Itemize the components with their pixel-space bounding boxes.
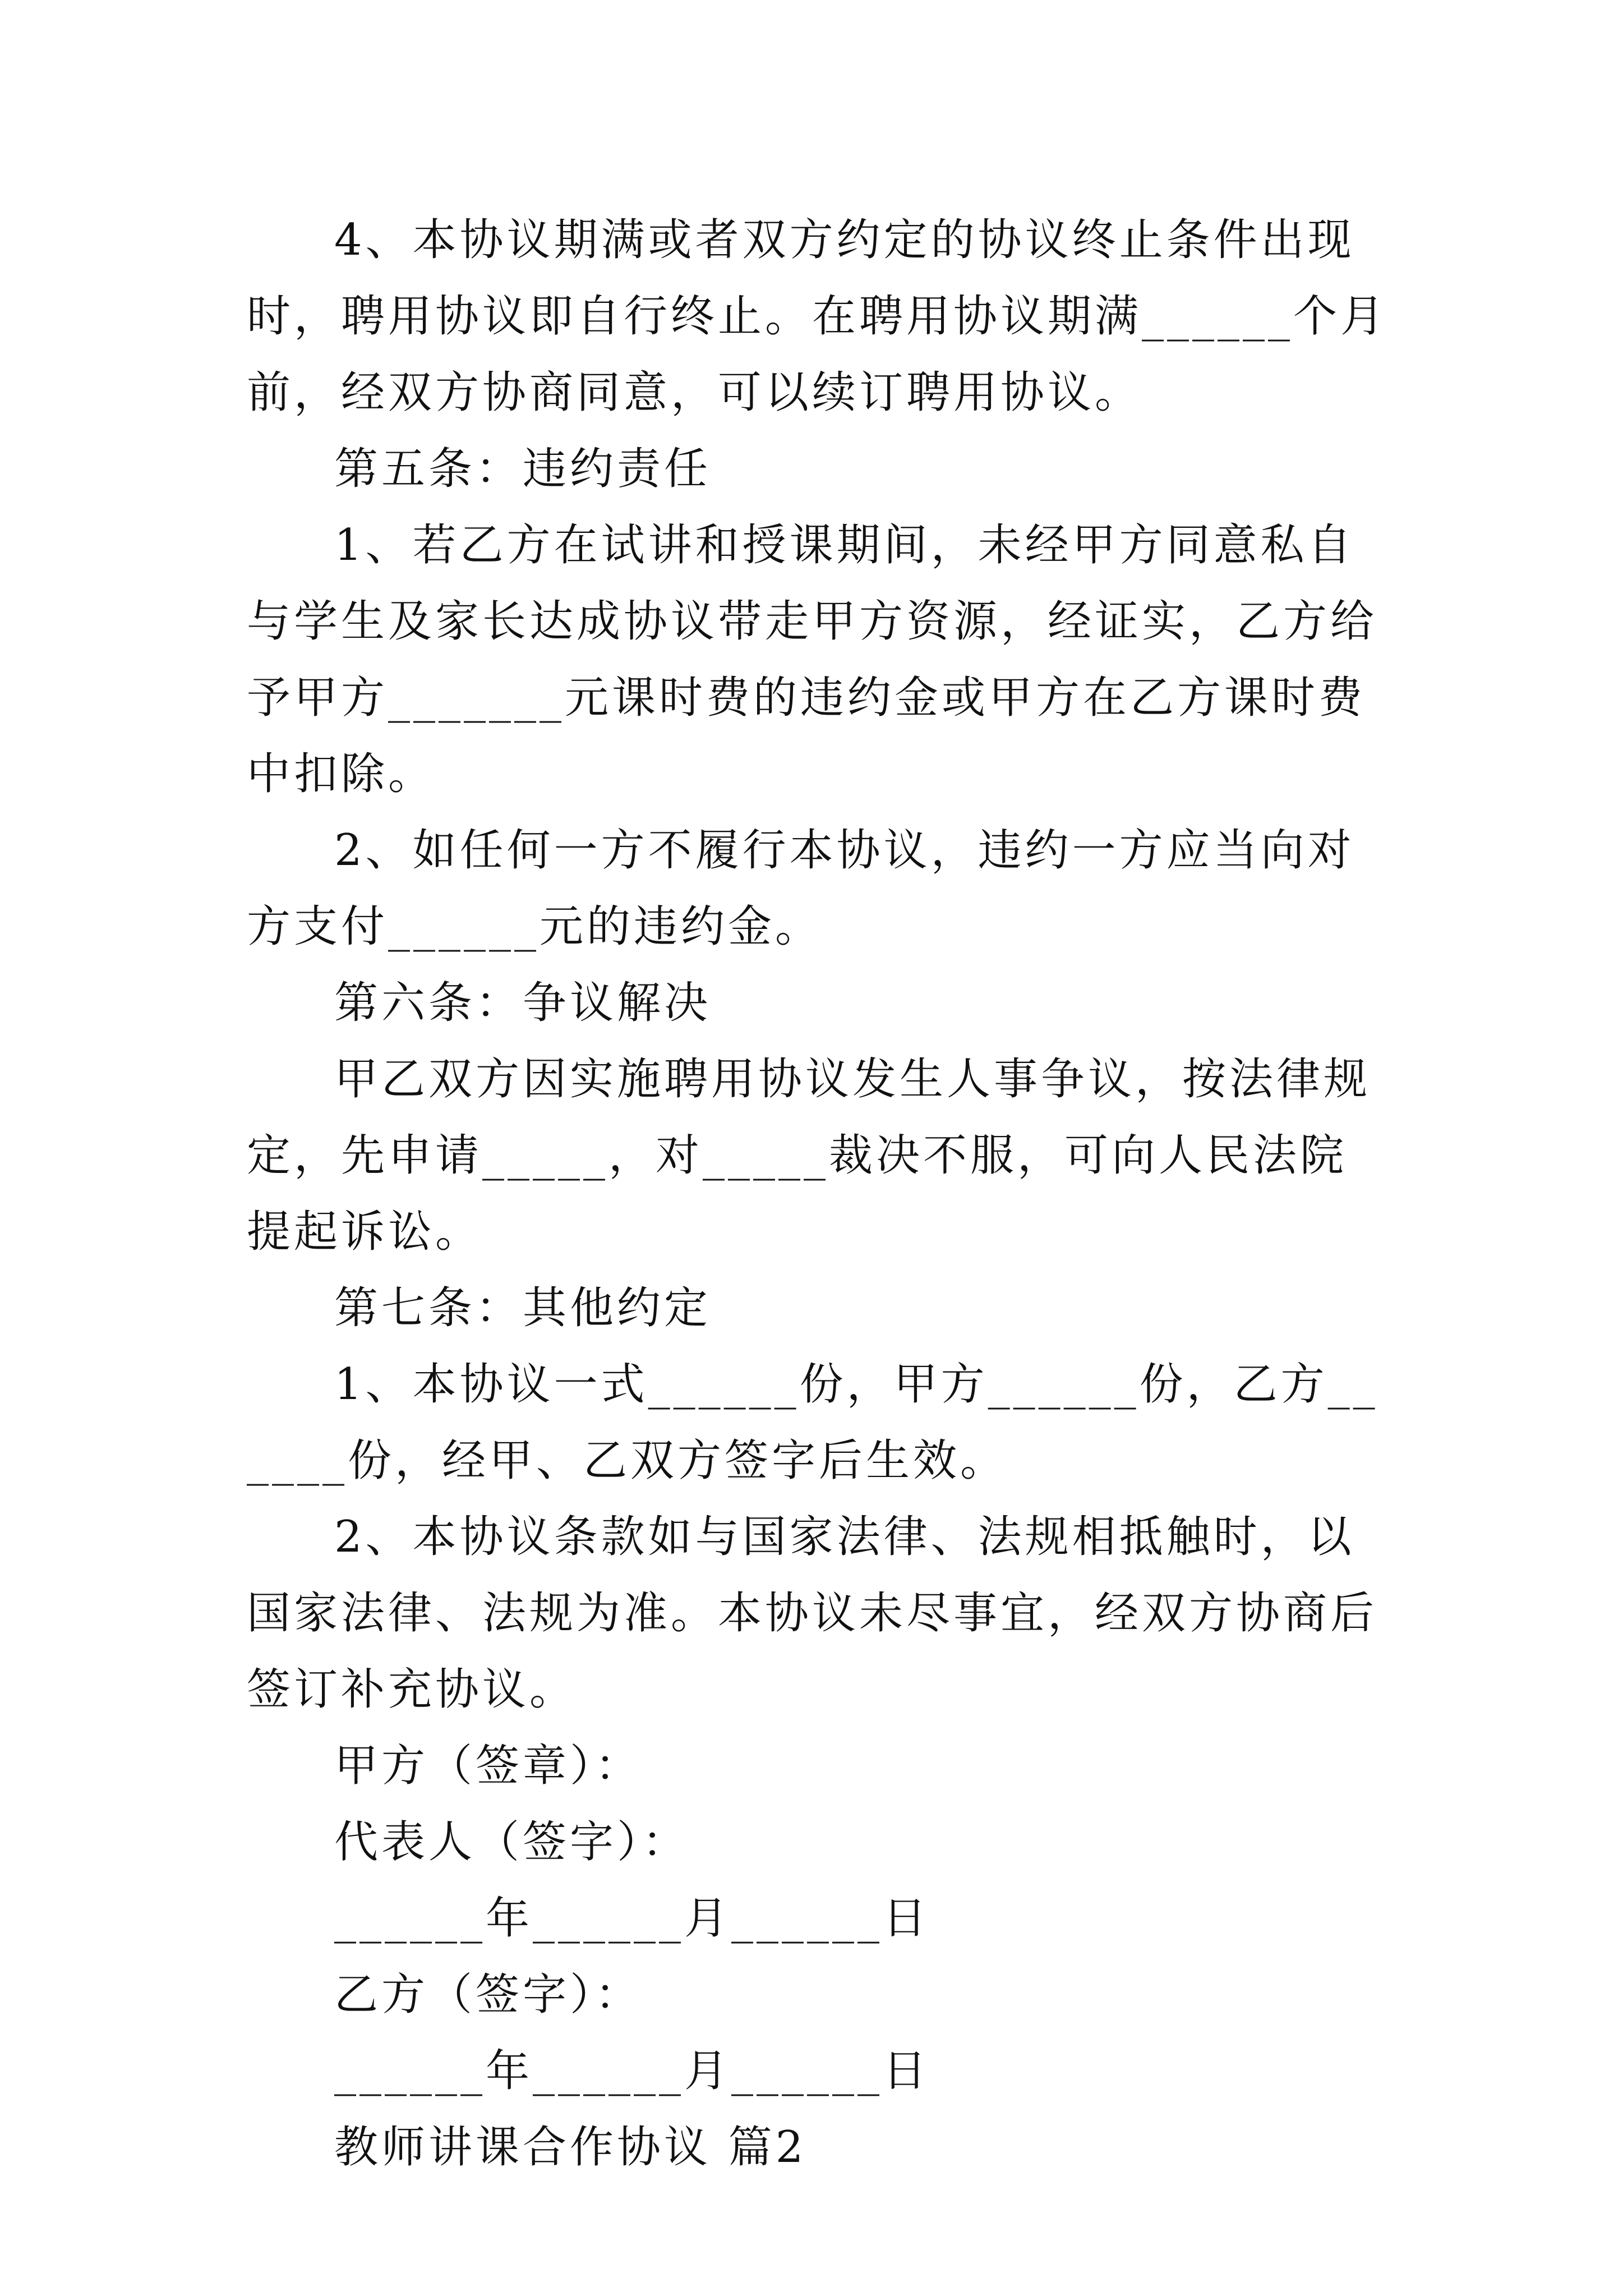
clause-7-2: 2、本协议条款如与国家法律、法规相抵触时，以国家法律、法规为准。本协议未尽事宜，经双方协商后签订补充协议。 [247, 1512, 1378, 1715]
party-a-signature-label: 甲方（签章）： [334, 1741, 643, 1791]
document-body [247, 202, 1391, 2185]
representative-signature-label: 代表人（签字）： [334, 1817, 690, 1867]
clause-7-1: 1、本协议一式______份，甲方______份，乙方______份，经甲、乙双方签字后生效。 [247, 1359, 1378, 1486]
section-title-part-2: 教师讲课合作协议 篇2 [334, 2122, 807, 2173]
article-5-heading: 第五条：违约责任 [334, 444, 712, 494]
clause-5-2: 2、如任何一方不履行本协议，违约一方应当向对方支付______元的违约金。 [247, 825, 1355, 952]
party-b-date-line: ______年______月______日 [334, 2046, 930, 2096]
party-a-date-line: ______年______月______日 [334, 1893, 930, 1944]
clause-6-dispute: 甲乙双方因实施聘用协议发生人事争议，按法律规定，先申请_____，对_____裁决不服，可向人民法院提起诉讼。 [247, 1054, 1371, 1257]
article-7-heading: 第七条：其他约定 [334, 1283, 712, 1333]
clause-5-1: 1、若乙方在试讲和授课期间，未经甲方同意私自与学生及家长达成协议带走甲方资源，经证实，乙方给予甲方_______元课时费的违约金或甲方在乙方课时费中扣除。 [247, 520, 1378, 799]
party-b-signature-label: 乙方（签字）： [334, 1970, 643, 2020]
clause-4-termination: 4、本协议期满或者双方约定的协议终止条件出现时，聘用协议即自行终止。在聘用协议期满______个月前，经双方协商同意，可以续订聘用协议。 [247, 215, 1388, 418]
article-6-heading: 第六条：争议解决 [334, 978, 712, 1028]
